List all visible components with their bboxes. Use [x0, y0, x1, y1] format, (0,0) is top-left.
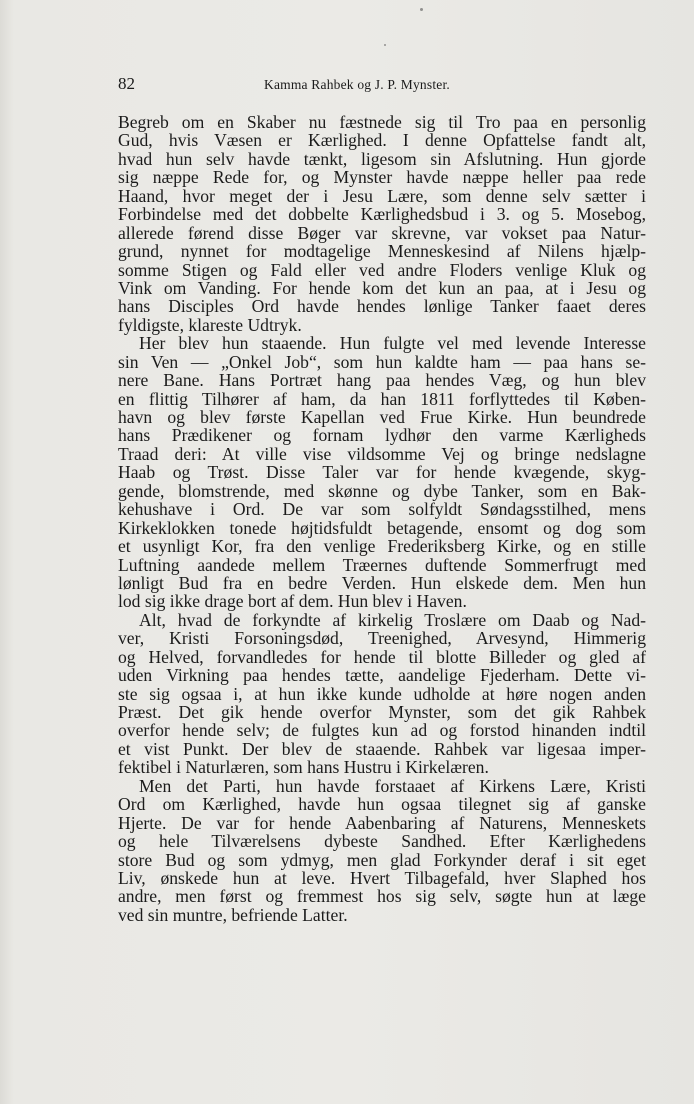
text-line: ved sin muntre, befriende Latter. [118, 904, 348, 925]
text-line: overfor hende selv; de fulgtes kun ad og forstod hinanden indtil [118, 720, 646, 741]
text-line: fektibel i Naturlæren, som hans Hustru i Kirkelæren. [118, 757, 489, 778]
text-line: ste sig ogsaa i, at hun ikke kunde udholde at høre nogen anden [118, 683, 646, 704]
text-line: Men det Parti, hun havde forstaaet af Kirkens Lære, Kristi [139, 775, 646, 796]
text-line: Kirkeklokken tonede højtidsfuldt betagende, ensomt og dog som [118, 517, 646, 538]
text-line: Alt, hvad de forkyndte af kirkelig Troslære om Daab og Nad- [139, 609, 646, 630]
text-line: uden Virkning paa hendes tætte, aandelige Fjederham. Dette vi- [118, 665, 646, 686]
text-line: Præst. Det gik hende overfor Mynster, som det gik Rahbek [118, 702, 646, 722]
paper-speck [384, 44, 386, 46]
text-line: Begreb om en Skaber nu fæstnede sig til Tro paa en personlig [118, 112, 646, 132]
text-line: kehushave i Ord. De var som solfyldt Søndagsstilhed, mens [118, 499, 646, 520]
text-line: Haab og Trøst. Disse Taler var for hende kvægende, skyg- [118, 462, 646, 483]
text-line: Ord om Kærlighed, havde hun ogsaa tilegnet sig af ganske [118, 794, 646, 815]
paragraph [118, 113, 646, 334]
text-line: sin Ven — „Onkel Job“, som hun kaldte ham — paa hans se- [118, 351, 646, 372]
body-text [118, 113, 646, 924]
text-line: Haand, hvor meget der i Jesu Lære, som denne selv sætter i [118, 185, 646, 206]
text-line: ver, Kristi Forsoningsdød, Treenighed, Arvesynd, Himmerig [118, 628, 646, 649]
text-line: Gud, hvis Væsen er Kærlighed. I denne Opfattelse fandt alt, [118, 130, 646, 151]
text-line: Hjerte. De var for hende Aabenbaring af Naturens, Menneskets [118, 812, 646, 833]
text-line: hans Prædikener og fornam lydhør den varme Kærligheds [118, 425, 646, 446]
text-line: Vink om Vanding. For hende kom det kun an paa, at i Jesu og [118, 277, 646, 298]
text-line: Luftning aandede mellem Træernes duftende Sommerfrugt med [118, 554, 646, 575]
text-line: store Bud og som ydmyg, men glad Forkynder deraf i sit eget [118, 849, 646, 870]
running-head: Kamma Rahbek og J. P. Mynster. [264, 77, 450, 92]
page-header [118, 74, 646, 98]
text-line: og hele Tilværelsens dybeste Sandhed. Efter Kærlighedens [118, 831, 646, 852]
text-line: somme Stigen og Fald eller ved andre Floders venlige Kluk og [118, 259, 646, 280]
text-line: og Helved, forvandledes for hende til blotte Billeder og gled af [118, 646, 646, 667]
paragraph [118, 611, 646, 777]
text-line: allerede førend disse Bøger var skrevne, var vokset paa Natur- [118, 222, 646, 243]
text-line: lønligt Bud fra en bedre Verden. Hun elskede dem. Men hun [118, 572, 646, 593]
text-line: Traad deri: At ville vise vildsomme Vej og bringe nedslagne [118, 443, 646, 464]
text-line: sig næppe Rede for, og Mynster havde næppe heller paa rede [118, 167, 646, 188]
text-line: lod sig ikke drage bort af dem. Hun blev i Haven. [118, 591, 467, 612]
paragraph [118, 777, 646, 925]
text-line: nere Bane. Hans Portræt hang paa hendes Væg, og hun blev [118, 370, 646, 391]
text-line: Her blev hun staaende. Hun fulgte vel med levende Interesse [139, 333, 646, 354]
text-line: fyldigste, klareste Udtryk. [118, 314, 302, 335]
page-number: 82 [118, 74, 135, 93]
text-line: en flittig Tilhører af ham, da han 1811 forflyttedes til Køben- [118, 388, 646, 409]
text-line: hvad hun selv havde tænkt, ligesom sin Afslutning. Hun gjorde [118, 148, 646, 169]
text-line: Forbindelse med det dobbelte Kærlighedsbud i 3. og 5. Mosebog, [118, 204, 646, 225]
text-line: et vist Punkt. Der blev de staaende. Rahbek var ligesaa imper- [118, 738, 646, 759]
text-line: andre, men først og fremmest hos sig selv, søgte hun at læge [118, 886, 646, 907]
paragraph [118, 334, 646, 611]
paper-speck [420, 8, 423, 11]
text-line: Liv, ønskede hun at leve. Hvert Tilbagefald, hver Slaphed hos [118, 867, 646, 888]
text-line: et usynligt Kor, fra den venlige Frederiksberg Kirke, og en stille [118, 536, 646, 557]
text-line: hans Disciples Ord havde hendes lønlige Tanker faaet deres [118, 296, 646, 317]
text-line: grund, nynnet for modtagelige Menneskesind af Nilens hjælp- [118, 241, 646, 262]
text-line: gende, blomstrende, med skønne og dybe Tanker, som en Bak- [118, 480, 646, 501]
text-line: havn og blev første Kapellan ved Frue Kirke. Hun beundrede [118, 407, 646, 427]
